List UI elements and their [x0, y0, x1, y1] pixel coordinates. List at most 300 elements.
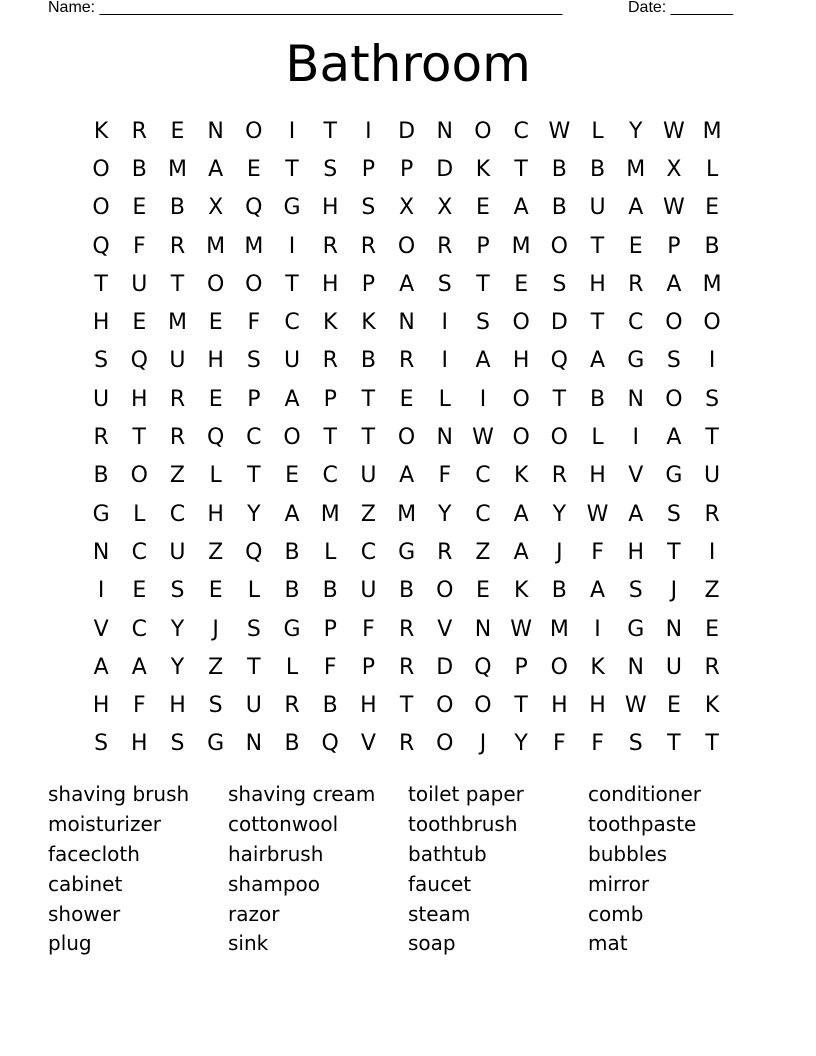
grid-letter: K	[475, 156, 491, 182]
grid-letter: I	[365, 118, 372, 144]
grid-letter: B	[551, 195, 567, 221]
grid-letter: B	[589, 386, 606, 412]
grid-letter: C	[360, 539, 377, 565]
grid-letter: Q	[206, 425, 225, 451]
grid-letter: P	[361, 654, 376, 680]
grid-letter: U	[169, 539, 186, 565]
grid-letter: W	[663, 118, 685, 144]
grid-letter: M	[244, 233, 264, 259]
grid-letter: T	[552, 386, 567, 412]
grid-letter: N	[92, 539, 110, 565]
grid-letter: A	[590, 578, 606, 604]
grid-letter: D	[436, 156, 454, 182]
grid-letter: N	[245, 731, 263, 757]
grid-letter: A	[513, 501, 529, 527]
word-list-item: bathtub	[408, 841, 487, 866]
grid-letter: P	[514, 654, 528, 680]
grid-letter: Q	[550, 348, 568, 374]
grid-letter: M	[206, 233, 226, 259]
grid-letter: P	[361, 156, 376, 182]
grid-letter: O	[130, 463, 148, 489]
grid-letter: R	[322, 233, 338, 259]
grid-letter: S	[208, 693, 223, 719]
grid-letter: E	[246, 156, 261, 182]
grid-letter: E	[132, 310, 147, 336]
grid-letter: T	[476, 271, 490, 297]
grid-letter: G	[627, 348, 645, 374]
grid-letter: O	[550, 425, 568, 451]
grid-letter: U	[704, 463, 721, 489]
grid-letter: B	[131, 156, 147, 182]
header-line	[48, 0, 733, 18]
grid-letter: T	[705, 731, 719, 757]
grid-letter: O	[397, 425, 416, 451]
grid-letter: F	[323, 654, 337, 680]
grid-letter: C	[169, 501, 186, 527]
word-list-item: toothbrush	[408, 811, 518, 836]
grid-letter: F	[132, 693, 146, 719]
grid-letter: S	[475, 310, 490, 336]
grid-letter: M	[626, 156, 646, 182]
grid-letter: I	[288, 118, 296, 144]
grid-letter: S	[323, 156, 338, 182]
grid-letter: S	[666, 501, 681, 527]
word-list-item: sink	[228, 931, 269, 956]
grid-letter: A	[590, 348, 606, 374]
word-list-item: shaving cream	[228, 782, 376, 806]
grid-letter: B	[322, 578, 338, 604]
grid-letter: A	[475, 348, 491, 374]
grid-letter: E	[399, 386, 414, 412]
grid-letter: G	[207, 731, 225, 757]
grid-letter: C	[246, 425, 262, 451]
grid-letter: Z	[704, 578, 720, 604]
grid-letter: W	[548, 118, 571, 144]
grid-letter: E	[628, 233, 643, 259]
grid-letter: F	[438, 463, 452, 489]
grid-letter: L	[324, 539, 337, 565]
grid-letter: A	[513, 195, 529, 221]
grid-letter: P	[399, 156, 414, 182]
word-list-item: shampoo	[228, 871, 321, 896]
word-list-item: steam	[408, 901, 471, 926]
grid-letter: S	[246, 616, 261, 642]
grid-letter: N	[436, 425, 454, 451]
grid-letter: Y	[247, 501, 261, 527]
word-list-item: mat	[588, 931, 628, 956]
grid-letter: U	[93, 386, 110, 412]
grid-letter: T	[399, 693, 414, 719]
grid-letter: W	[663, 195, 685, 221]
grid-letter: R	[169, 386, 186, 412]
word-list-item: hairbrush	[228, 841, 324, 866]
grid-letter: G	[398, 539, 416, 565]
grid-letter: K	[704, 693, 720, 719]
grid-letter: S	[628, 578, 643, 604]
grid-letter: Y	[438, 501, 452, 527]
grid-letter: E	[476, 578, 490, 604]
grid-letter: A	[628, 195, 644, 221]
grid-letter: O	[245, 118, 263, 144]
grid-letter: I	[441, 310, 449, 336]
grid-letter: Q	[245, 539, 263, 565]
grid-letter: Y	[514, 731, 528, 757]
grid-letter: O	[512, 386, 530, 412]
grid-letter: Q	[245, 195, 263, 221]
grid-letter: V	[93, 616, 109, 642]
grid-letter: U	[169, 348, 186, 374]
grid-letter: L	[133, 501, 146, 527]
grid-letter: I	[632, 425, 639, 451]
grid-letter: T	[132, 425, 146, 451]
grid-letter: H	[512, 348, 530, 374]
grid-letter: H	[627, 539, 644, 565]
grid-letter: K	[93, 118, 109, 144]
grid-letter: L	[209, 463, 222, 489]
grid-letter: O	[436, 731, 454, 757]
grid-letter: A	[284, 501, 300, 527]
grid-letter: O	[665, 386, 683, 412]
grid-letter: A	[93, 654, 109, 680]
grid-letter: S	[666, 348, 681, 374]
grid-letter: U	[665, 654, 682, 680]
grid-letter: T	[323, 118, 337, 144]
grid-letter: R	[284, 693, 300, 719]
grid-letter: E	[208, 386, 223, 412]
grid-letter: R	[628, 271, 644, 297]
grid-letter: P	[323, 616, 337, 642]
grid-letter: I	[441, 348, 449, 374]
grid-letter: C	[475, 463, 491, 489]
grid-letter: F	[247, 310, 261, 336]
grid-letter: R	[169, 233, 186, 259]
date-field-label: Date: _______	[628, 0, 733, 16]
grid-letter: I	[288, 233, 296, 259]
grid-letter: O	[550, 654, 568, 680]
grid-letter: S	[552, 271, 567, 297]
grid-letter: C	[628, 310, 644, 336]
word-list-item: toothpaste	[588, 811, 697, 836]
grid-letter: M	[320, 501, 340, 527]
grid-letter: I	[708, 539, 716, 565]
grid-letter: T	[323, 425, 337, 451]
grid-letter: H	[321, 271, 339, 297]
grid-letter: U	[245, 693, 262, 719]
word-list-item: comb	[588, 901, 644, 926]
grid-letter: L	[285, 654, 299, 680]
grid-letter: P	[667, 233, 681, 259]
grid-letter: O	[283, 425, 301, 451]
grid-letter: H	[131, 386, 148, 412]
grid-letter: C	[131, 539, 147, 565]
grid-letter: O	[474, 693, 492, 719]
grid-letter: L	[591, 118, 604, 144]
grid-letter: H	[589, 271, 606, 297]
grid-letter: F	[553, 731, 566, 757]
grid-letter: Z	[360, 501, 376, 527]
word-list-item: shaving brush	[48, 782, 190, 806]
grid-letter: Y	[552, 501, 567, 527]
grid-letter: E	[285, 463, 299, 489]
grid-letter: N	[436, 118, 454, 144]
grid-letter: R	[704, 501, 720, 527]
grid-letter: H	[589, 693, 606, 719]
grid-letter: X	[666, 156, 682, 182]
grid-letter: Z	[169, 463, 185, 489]
grid-letter: C	[284, 310, 300, 336]
grid-letter: X	[437, 195, 453, 221]
grid-letter: T	[361, 425, 376, 451]
grid-letter: U	[360, 463, 377, 489]
grid-letter: L	[705, 156, 719, 182]
grid-letter: A	[628, 501, 644, 527]
grid-letter: A	[666, 425, 682, 451]
grid-letter: N	[665, 616, 683, 642]
grid-letter: D	[398, 118, 416, 144]
grid-letter: M	[702, 118, 722, 144]
grid-letter: S	[94, 348, 109, 374]
grid-letter: I	[479, 386, 487, 412]
grid-letter: Z	[208, 539, 224, 565]
grid-letter: E	[476, 195, 490, 221]
grid-letter: C	[475, 501, 491, 527]
word-list-item: bubbles	[588, 841, 668, 866]
grid-letter: T	[590, 310, 605, 336]
grid-letter: V	[628, 463, 644, 489]
grid-letter: O	[245, 271, 263, 297]
grid-letter: U	[283, 348, 301, 374]
grid-letter: U	[131, 271, 148, 297]
grid-letter: R	[169, 425, 186, 451]
grid-letter: B	[704, 233, 720, 259]
word-list	[48, 780, 768, 959]
grid-letter: R	[704, 654, 720, 680]
grid-letter: U	[360, 578, 377, 604]
grid-letter: K	[590, 654, 605, 680]
grid-letter: S	[170, 578, 185, 604]
grid-letter: E	[705, 195, 720, 221]
grid-letter: M	[511, 233, 531, 259]
grid-letter: F	[132, 233, 146, 259]
grid-letter: I	[594, 616, 601, 642]
grid-letter: R	[437, 539, 453, 565]
grid-letter: R	[398, 731, 415, 757]
word-list-item: facecloth	[48, 841, 140, 866]
grid-letter: N	[398, 310, 415, 336]
grid-letter: A	[513, 539, 529, 565]
grid-letter: R	[360, 233, 377, 259]
word-list-item: cabinet	[48, 871, 123, 896]
grid-letter: R	[398, 654, 415, 680]
grid-letter: N	[627, 654, 644, 680]
grid-letter: A	[399, 463, 415, 489]
grid-letter: Q	[92, 233, 110, 259]
grid-letter: Q	[474, 654, 492, 680]
grid-letter: T	[514, 693, 528, 719]
grid-letter: B	[93, 463, 109, 489]
grid-letter: T	[361, 386, 376, 412]
grid-letter: B	[399, 578, 415, 604]
grid-letter: E	[170, 118, 185, 144]
grid-letter: S	[246, 348, 261, 374]
grid-letter: A	[131, 654, 147, 680]
grid-letter: A	[666, 271, 682, 297]
grid-letter: D	[436, 654, 454, 680]
grid-letter: Y	[628, 118, 643, 144]
letter-grid	[82, 112, 731, 763]
grid-letter: C	[513, 118, 529, 144]
grid-letter: W	[510, 616, 533, 642]
grid-letter: P	[247, 386, 261, 412]
grid-letter: J	[479, 731, 487, 757]
grid-letter: Y	[170, 616, 185, 642]
grid-letter: B	[284, 578, 300, 604]
grid-letter: S	[437, 271, 452, 297]
grid-letter: D	[550, 310, 568, 336]
grid-letter: B	[589, 156, 606, 182]
grid-letter: W	[472, 425, 494, 451]
grid-letter: P	[476, 233, 490, 259]
grid-letter: T	[590, 233, 605, 259]
grid-letter: H	[360, 693, 377, 719]
grid-letter: E	[208, 578, 223, 604]
grid-letter: O	[397, 233, 416, 259]
grid-letter: J	[670, 578, 678, 604]
grid-letter: I	[708, 348, 716, 374]
grid-letter: B	[360, 348, 376, 374]
grid-letter: O	[703, 310, 721, 336]
grid-letter: M	[397, 501, 417, 527]
grid-letter: S	[170, 731, 185, 757]
grid-letter: R	[93, 425, 109, 451]
grid-letter: S	[705, 386, 720, 412]
grid-letter: S	[628, 731, 643, 757]
grid-letter: O	[474, 118, 492, 144]
grid-letter: F	[591, 731, 604, 757]
grid-letter: R	[398, 348, 415, 374]
grid-letter: E	[132, 578, 147, 604]
grid-letter: H	[207, 348, 224, 374]
grid-letter: R	[437, 233, 453, 259]
word-list-item: faucet	[408, 871, 472, 896]
grid-letter: H	[92, 310, 110, 336]
grid-letter: A	[399, 271, 415, 297]
word-list-item: plug	[48, 931, 92, 956]
grid-letter: O	[512, 310, 530, 336]
grid-letter: H	[551, 693, 568, 719]
grid-letter: P	[361, 271, 376, 297]
grid-letter: C	[322, 463, 338, 489]
grid-letter: T	[247, 654, 261, 680]
grid-letter: G	[627, 616, 645, 642]
grid-letter: T	[94, 271, 108, 297]
grid-letter: N	[474, 616, 492, 642]
grid-letter: T	[247, 463, 261, 489]
grid-letter: T	[170, 271, 185, 297]
grid-letter: M	[702, 271, 722, 297]
grid-letter: H	[207, 501, 224, 527]
grid-letter: O	[92, 156, 110, 182]
grid-letter: E	[705, 616, 720, 642]
grid-letter: X	[208, 195, 224, 221]
grid-letter: O	[436, 693, 454, 719]
grid-letter: Z	[475, 539, 491, 565]
grid-letter: B	[284, 539, 300, 565]
grid-letter: M	[167, 310, 187, 336]
grid-letter: A	[284, 386, 300, 412]
grid-letter: U	[589, 195, 606, 221]
grid-letter: T	[667, 539, 681, 565]
grid-letter: X	[399, 195, 415, 221]
word-list-item: mirror	[588, 871, 650, 896]
grid-letter: H	[589, 463, 606, 489]
grid-letter: K	[513, 463, 529, 489]
grid-letter: H	[92, 693, 110, 719]
grid-letter: L	[591, 425, 604, 451]
grid-letter: Y	[170, 654, 185, 680]
grid-letter: J	[212, 616, 219, 642]
grid-letter: H	[131, 731, 148, 757]
grid-letter: S	[361, 195, 376, 221]
grid-letter: G	[665, 463, 683, 489]
grid-letter: K	[323, 310, 338, 336]
grid-letter: E	[666, 693, 681, 719]
grid-letter: W	[586, 501, 609, 527]
grid-letter: V	[360, 731, 376, 757]
grid-letter: B	[284, 731, 300, 757]
word-list-item: conditioner	[588, 782, 701, 806]
grid-letter: G	[283, 195, 301, 221]
grid-letter: G	[283, 616, 301, 642]
name-field-label: Name: ____________________________________________________	[48, 0, 563, 16]
grid-letter: M	[549, 616, 569, 642]
grid-letter: R	[398, 616, 415, 642]
grid-letter: T	[667, 731, 681, 757]
grid-letter: H	[321, 195, 339, 221]
grid-letter: O	[206, 271, 225, 297]
word-list-item: shower	[48, 901, 121, 926]
grid-letter: L	[438, 386, 451, 412]
grid-letter: T	[705, 425, 719, 451]
grid-letter: F	[362, 616, 375, 642]
word-list-item: moisturizer	[48, 811, 162, 836]
grid-letter: E	[208, 310, 223, 336]
grid-letter: N	[207, 118, 224, 144]
grid-letter: T	[514, 156, 528, 182]
grid-letter: P	[323, 386, 337, 412]
grid-letter: O	[550, 233, 568, 259]
grid-letter: R	[131, 118, 147, 144]
word-list-item: razor	[228, 901, 280, 926]
grid-letter: W	[624, 693, 647, 719]
word-list-item: soap	[408, 931, 456, 956]
grid-letter: I	[97, 578, 105, 604]
grid-letter: J	[556, 539, 563, 565]
grid-letter: T	[285, 156, 299, 182]
grid-letter: Q	[321, 731, 339, 757]
grid-letter: C	[131, 616, 147, 642]
page-title: Bathroom	[285, 35, 531, 93]
grid-letter: B	[169, 195, 186, 221]
grid-letter: O	[436, 578, 454, 604]
grid-letter: V	[437, 616, 453, 642]
grid-letter: T	[285, 271, 299, 297]
grid-letter: N	[627, 386, 644, 412]
grid-letter: E	[514, 271, 529, 297]
grid-letter: K	[361, 310, 376, 336]
grid-letter: M	[167, 156, 187, 182]
grid-letter: B	[551, 156, 567, 182]
